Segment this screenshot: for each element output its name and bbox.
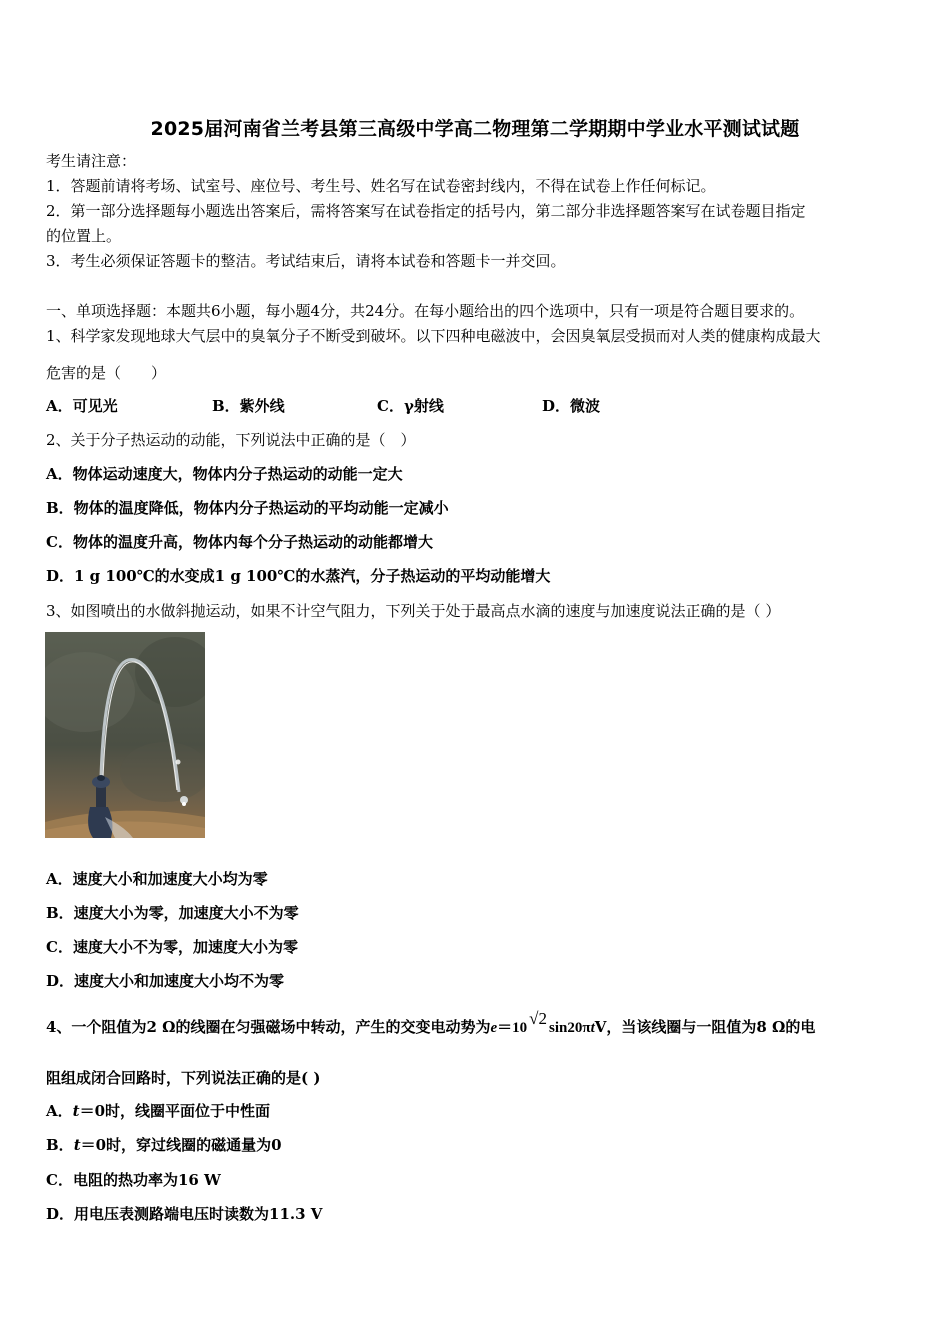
q2-option-b: B．物体的温度降低，物体内分子热运动的平均动能一定减小 (46, 499, 449, 517)
q4-option-c-text: 电阻的热功率为16 W (72, 1171, 221, 1189)
q4-option-a-var: t (72, 1102, 80, 1120)
q4-option-d-text: 用电压表测路端电压时读数为11.3 V (74, 1205, 323, 1223)
q4-option-a-text: ＝0时，线圈平面位于中性面 (79, 1102, 271, 1120)
section-heading: 一、单项选择题：本题共6小题，每小题4分，共24分。在每小题给出的四个选项中，只有一项是符合题目要求的。 (46, 302, 805, 320)
q1-option-a: A．可见光 (46, 397, 118, 415)
notice-heading: 考生请注意： (46, 152, 137, 170)
notice-item-2-cont: 的位置上。 (46, 227, 122, 245)
notice-item-2: 2．第一部分选择题每小题选出答案后，需将答案写在试卷指定的括号内，第二部分非选择题答案写在试卷题目指定 (46, 202, 806, 220)
q4-option-a-label: A． (46, 1102, 73, 1120)
q4-formula-t: t (590, 1020, 595, 1036)
q4-option-b-text: ＝0时，穿过线圈的磁通量为0 (80, 1136, 282, 1154)
q1-options (46, 396, 746, 418)
q4-formula-e: e (490, 1020, 498, 1036)
q4-formula-sqrt2: √2 (529, 1009, 547, 1028)
q4-stem-text-cont: V，当该线圈与一阻值为8 Ω的电 (594, 1018, 816, 1036)
q1-option-d: D．微波 (542, 397, 601, 415)
q3-option-a: A．速度大小和加速度大小均为零 (46, 870, 268, 888)
q3-option-d: D．速度大小和加速度大小均不为零 (46, 972, 285, 990)
q3-stem: 3、如图喷出的水做斜抛运动，如果不计空气阻力，下列关于处于最高点水滴的速度与加速度说法正确的是（ ） (46, 602, 781, 620)
q4-option-d-label: D． (46, 1205, 75, 1223)
fountain-photo (45, 632, 205, 838)
q4-option-a (46, 1101, 270, 1121)
q4-option-b (46, 1135, 282, 1155)
q4-stem-cont: 阻组成闭合回路时，下列说法正确的是( ) (46, 1069, 321, 1087)
notice-item-1: 1．答题前请将考场、试室号、座位号、考生号、姓名写在试卷密封线内，不得在试卷上作任何标记。 (46, 177, 716, 195)
q4-formula-sin: sin20π (548, 1020, 591, 1036)
q2-option-c: C．物体的温度升高，物体内每个分子热运动的动能都增大 (46, 533, 433, 551)
q2-stem: 2、关于分子热运动的动能，下列说法中正确的是（ ） (46, 431, 416, 449)
q4-option-d (46, 1204, 322, 1224)
page-title: 2025届河南省兰考县第三高级中学高二物理第二学期期中学业水平测试试题 (150, 118, 800, 140)
q4-stem (46, 1009, 816, 1038)
q2-option-a: A．物体运动速度大，物体内分子热运动的动能一定大 (46, 465, 403, 483)
q4-stem-text: 4、一个阻值为2 Ω的线圈在匀强磁场中转动，产生的交变电动势为 (46, 1018, 491, 1036)
notice-item-3: 3．考生必须保证答题卡的整洁。考试结束后，请将本试卷和答题卡一并交回。 (46, 252, 566, 270)
q4-option-b-label: B． (46, 1136, 74, 1154)
q4-option-b-var: t (73, 1136, 81, 1154)
q1-option-b: B．紫外线 (212, 397, 285, 415)
q4-option-c-label: C． (46, 1171, 73, 1189)
q4-formula-eq: ＝10 (497, 1020, 528, 1036)
q1-stem-cont: 危害的是（ ） (46, 364, 167, 382)
q1-stem: 1、科学家发现地球大气层中的臭氧分子不断受到破坏。以下四种电磁波中，会因臭氧层受损而对人类的健康构成最大 (46, 327, 821, 345)
q1-option-c: C．γ射线 (377, 397, 444, 415)
q3-option-c: C．速度大小不为零，加速度大小为零 (46, 938, 298, 956)
q2-option-d: D．1 g 100℃的水变成1 g 100℃的水蒸汽，分子热运动的平均动能增大 (46, 567, 551, 585)
q4-option-c (46, 1170, 221, 1190)
q3-option-b: B．速度大小为零，加速度大小不为零 (46, 904, 299, 922)
